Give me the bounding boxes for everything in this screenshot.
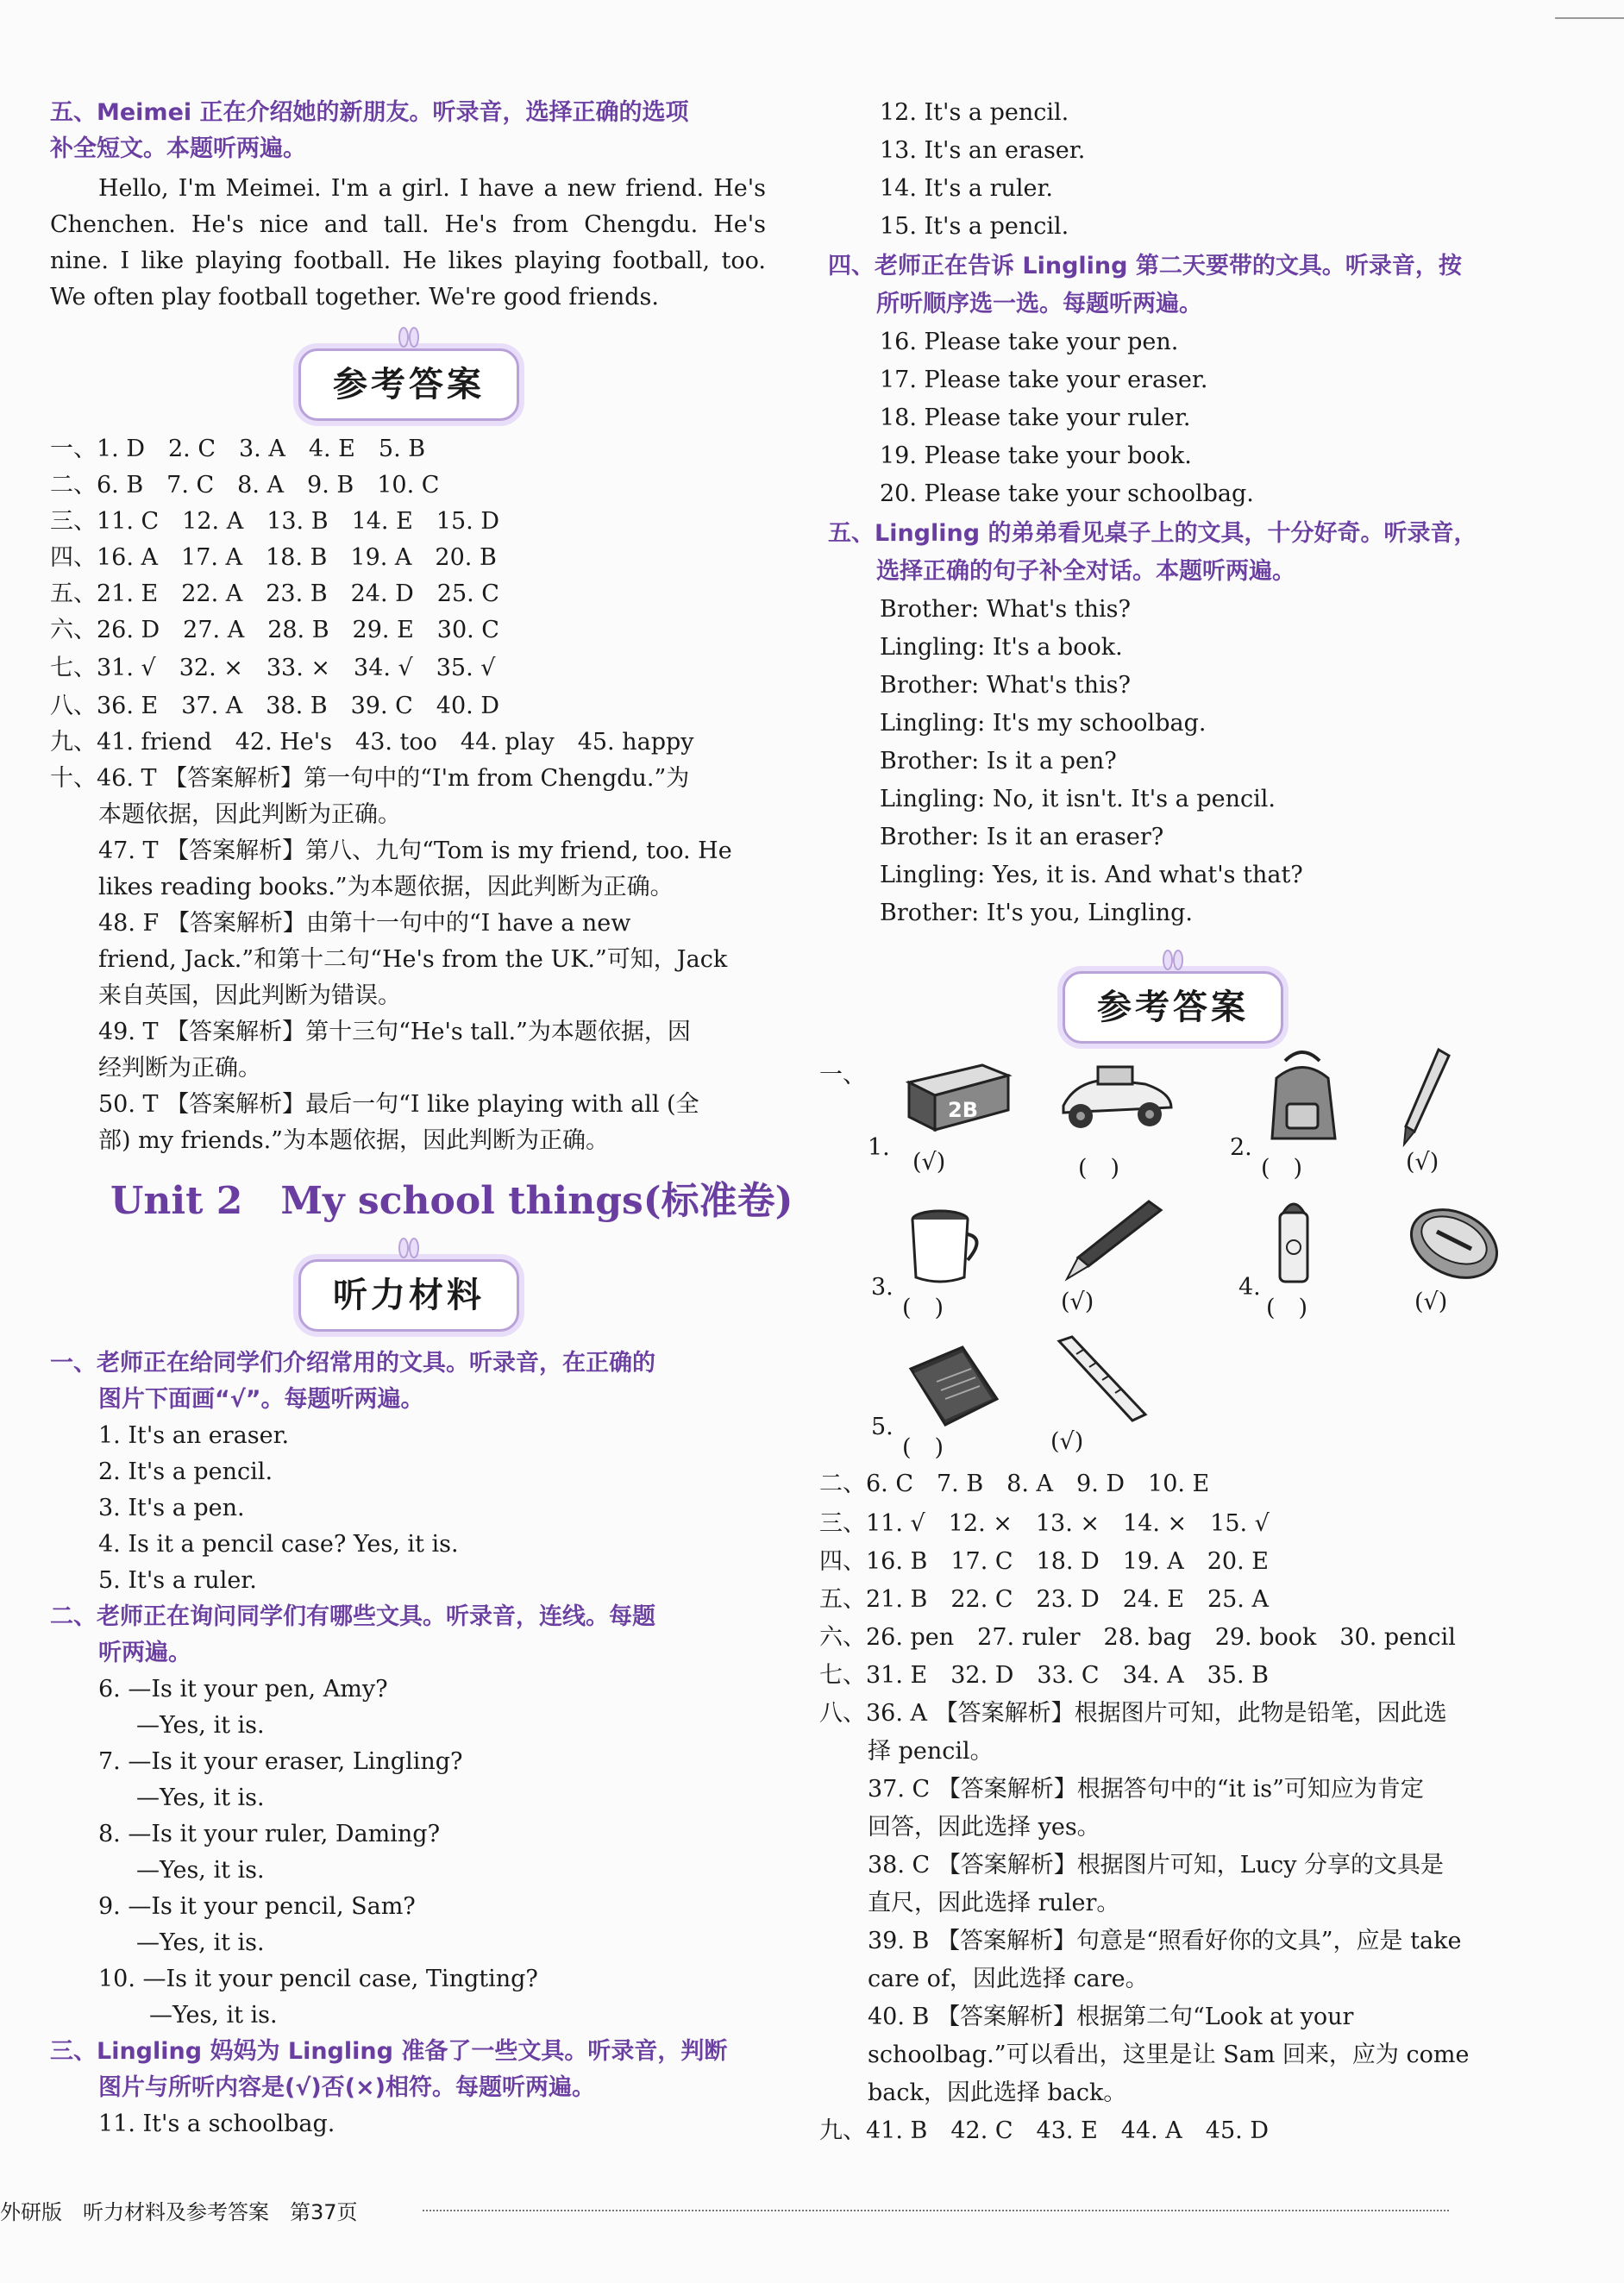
list-item: 16. Please take your pen.	[880, 329, 1179, 355]
answers-badge	[298, 348, 519, 421]
explanation-line: 本题依据，因此判断为正确。	[98, 801, 401, 828]
list-item: 8. —Is it your ruler, Daming?	[98, 1821, 441, 1847]
list-item: —Yes, it is.	[136, 1857, 265, 1884]
dialog-line: Lingling: Yes, it is. And what's that?	[880, 862, 1303, 888]
list-item: 18. Please take your ruler.	[880, 405, 1191, 431]
list-item: 4. Is it a pencil case? Yes, it is.	[98, 1531, 459, 1558]
answer-line: 八、36. E 37. A 38. B 39. C 40. D	[50, 693, 499, 719]
list-item: 3. It's a pen.	[98, 1495, 245, 1521]
list-item: 17. Please take your eraser.	[880, 367, 1208, 393]
glue-stick-picture	[1268, 1195, 1320, 1290]
answer-line: 九、41. friend 42. He's 43. too 44. play 45. happy	[50, 729, 694, 756]
pencil-case-icon	[1404, 1201, 1508, 1287]
explanation-line: 40. B 【答案解析】根据第二句“Look at your	[868, 2004, 1354, 2030]
check-mark: ( )	[902, 1434, 944, 1461]
list-item: 13. It's an eraser.	[880, 137, 1086, 164]
explanation-line: 经判断为正确。	[98, 1055, 261, 1082]
answer-line: 一、1. D 2. C 3. A 4. E 5. B	[50, 436, 426, 462]
section-title: 听两遍。	[98, 1640, 191, 1666]
section-title: 四、老师正在告诉 Lingling 第二天要带的文具。听录音，按	[828, 253, 1462, 279]
pic-number: 3.	[871, 1274, 894, 1301]
answer-line: 四、16. B 17. C 18. D 19. A 20. E	[819, 1548, 1269, 1575]
badge-text: 参考答案	[1097, 988, 1249, 1027]
explanation-line: 47. T 【答案解析】第八、九句“Tom is my friend, too. He	[98, 837, 732, 864]
badge-text: 参考答案	[333, 365, 485, 405]
section-title: 所听顺序选一选。每题听两遍。	[876, 291, 1202, 317]
check-mark: (√)	[1406, 1149, 1439, 1176]
section-title: 三、Lingling 妈妈为 Lingling 准备了一些文具。听录音，判断	[50, 2038, 728, 2065]
dialog-line: Brother: Is it a pen?	[880, 748, 1117, 775]
list-item: 19. Please take your book.	[880, 442, 1192, 469]
list-item: 10. —Is it your pencil case, Tingting?	[98, 1966, 538, 1992]
pic-number: 1.	[868, 1134, 890, 1161]
pen-icon	[1054, 1197, 1166, 1283]
list-item: —Yes, it is.	[136, 1784, 265, 1811]
explanation-line: 十、46. T 【答案解析】第一句中的“I'm from Chengdu.”为	[50, 765, 690, 792]
footer-dotted-rule	[423, 2210, 1449, 2211]
pencil-picture	[1395, 1045, 1456, 1149]
explanation-line: 择 pencil。	[868, 1738, 994, 1765]
svg-text:2B: 2B	[948, 1098, 978, 1122]
list-item: 20. Please take your schoolbag.	[880, 480, 1254, 507]
explanation-line: 49. T 【答案解析】第十三句“He's tall.”为本题依据，因	[98, 1019, 691, 1045]
explanation-line: 37. C 【答案解析】根据答句中的“it is”可知应为肯定	[868, 1776, 1424, 1803]
passage: Hello, I'm Meimei. I'm a girl. I have a new friend. He's Chenchen. He's nice and tall. He's from Chengdu. He's nine. I like playing football. He likes playing football, too. We often play football together. We're good friends.	[50, 175, 766, 310]
schoolbag-picture	[1259, 1044, 1345, 1147]
answer-line: 五、21. E 22. A 23. B 24. D 25. C	[50, 580, 499, 607]
explanation-line: 部) my friends.”为本题依据，因此判断为正确。	[98, 1127, 609, 1154]
pic-number: 5.	[871, 1414, 894, 1440]
pic-number: 4.	[1238, 1274, 1261, 1301]
list-item: —Yes, it is.	[149, 2002, 278, 2029]
answer-line: 五、21. B 22. C 23. D 24. E 25. A	[819, 1586, 1269, 1613]
explanation-line: schoolbag.”可以看出，这里是让 Sam 回来，应为 come	[868, 2042, 1470, 2068]
answer-line: 六、26. D 27. A 28. B 29. E 30. C	[50, 617, 499, 643]
glue-stick-icon	[1268, 1195, 1320, 1290]
check-mark: (√)	[912, 1149, 946, 1176]
section-title: 二、老师正在询问同学们有哪些文具。听录音，连线。每题	[50, 1603, 655, 1630]
list-item: 7. —Is it your eraser, Lingling?	[98, 1748, 463, 1775]
explanation-line: care of，因此选择 care。	[868, 1966, 1149, 1992]
section-title: 五、Lingling 的弟弟看见桌子上的文具，十分好奇。听录音，	[828, 520, 1477, 547]
pic-number: 2.	[1230, 1134, 1252, 1161]
answer-line: 三、11. C 12. A 13. B 14. E 15. D	[50, 508, 499, 535]
list-item: 2. It's a pencil.	[98, 1458, 273, 1485]
answer-line: 七、31. √ 32. × 33. × 34. √ 35. √	[50, 655, 496, 681]
answer-line: 二、6. C 7. B 8. A 9. D 10. E	[819, 1471, 1210, 1497]
explanation-line: 38. C 【答案解析】根据图片可知，Lucy 分享的文具是	[868, 1852, 1445, 1878]
cup-icon	[904, 1204, 990, 1290]
list-item: —Yes, it is.	[136, 1712, 265, 1739]
section-title: 图片下面画“√”。每题听两遍。	[98, 1386, 424, 1413]
section-title: 补全短文。本题听两遍。	[50, 135, 306, 162]
cup-picture	[904, 1204, 990, 1290]
badge-text: 听力材料	[333, 1276, 485, 1315]
dialog-line: Brother: It's you, Lingling.	[880, 900, 1194, 926]
answer-line: 二、6. B 7. C 8. A 9. B 10. C	[50, 472, 440, 499]
answers-badge	[1063, 971, 1283, 1044]
check-mark: ( )	[1078, 1155, 1120, 1182]
list-item: 14. It's a ruler.	[880, 175, 1054, 202]
explanation-line: 八、36. A 【答案解析】根据图片可知，此物是铅笔，因此选	[819, 1700, 1447, 1727]
pencil-case-picture	[1404, 1201, 1508, 1287]
list-item: 12. It's a pencil.	[880, 99, 1069, 126]
dialog-line: Brother: What's this?	[880, 672, 1131, 699]
answer-line: 九、41. B 42. C 43. E 44. A 45. D	[819, 2117, 1269, 2144]
explanation-line: 39. B 【答案解析】句意是“照看好你的文具”，应是 take	[868, 1928, 1462, 1954]
dialog-line: Brother: Is it an eraser?	[880, 824, 1164, 850]
explanation-line: friend, Jack.”和第十二句“He's from the UK.”可知，Jack	[98, 946, 728, 973]
check-mark: (√)	[1061, 1289, 1094, 1315]
dialog-line: Brother: What's this?	[880, 596, 1131, 623]
dialog-line: Lingling: No, it isn't. It's a pencil.	[880, 786, 1276, 812]
page-footer: 外研版 听力材料及参考答案 第37页	[0, 2200, 358, 2224]
list-item: 15. It's a pencil.	[880, 213, 1069, 240]
answer-line: 七、31. E 32. D 33. C 34. A 35. B	[819, 1662, 1269, 1689]
pencil-icon	[1395, 1045, 1456, 1149]
explanation-line: 50. T 【答案解析】最后一句“I like playing with all (全	[98, 1091, 699, 1118]
list-item: 9. —Is it your pencil, Sam?	[98, 1893, 416, 1920]
answer-line: 六、26. pen 27. ruler 28. bag 29. book 30. pencil	[819, 1624, 1456, 1651]
unit-title: Unit 2 My school things(标准卷)	[110, 1179, 793, 1223]
explanation-line: likes reading books.”为本题依据，因此判断为正确。	[98, 874, 674, 900]
check-mark: ( )	[1261, 1155, 1303, 1182]
explanation-line: 来自英国，因此判断为错误。	[98, 982, 401, 1009]
bunny-ears-icon	[395, 1238, 423, 1262]
section-title: 一、老师正在给同学们介绍常用的文具。听录音，在正确的	[50, 1350, 655, 1377]
eraser-picture	[900, 1048, 1013, 1143]
toy-car-icon	[1050, 1054, 1180, 1140]
answer-line: 三、11. √ 12. × 13. × 14. × 15. √	[819, 1510, 1270, 1537]
question-label: 一、	[819, 1062, 866, 1088]
section-title: 五、Meimei 正在介绍她的新朋友。听录音，选择正确的选项	[50, 99, 689, 126]
listening-badge	[298, 1259, 519, 1332]
check-mark: ( )	[1266, 1295, 1308, 1321]
section-title: 选择正确的句子补全对话。本题听两遍。	[876, 558, 1295, 585]
explanation-line: 48. F 【答案解析】由第十一句中的“I have a new	[98, 910, 631, 937]
section-title: 图片与所听内容是(√)否(×)相符。每题听两遍。	[98, 2074, 595, 2101]
top-rule	[1555, 17, 1624, 19]
list-item: 6. —Is it your pen, Amy?	[98, 1676, 388, 1703]
notebook-icon	[902, 1339, 1006, 1433]
answer-line: 四、16. A 17. A 18. B 19. A 20. B	[50, 544, 497, 571]
list-item: 5. It's a ruler.	[98, 1567, 257, 1594]
list-item: 11. It's a schoolbag.	[98, 2111, 335, 2137]
ruler-picture	[1050, 1333, 1154, 1427]
bunny-ears-icon	[1159, 950, 1187, 974]
dialog-line: Lingling: It's a book.	[880, 634, 1123, 661]
notebook-picture	[902, 1339, 1006, 1433]
eraser-icon	[900, 1048, 1013, 1143]
list-item: 1. It's an eraser.	[98, 1422, 290, 1449]
bunny-ears-icon	[395, 327, 423, 351]
explanation-line: 回答，因此选择 yes。	[868, 1814, 1100, 1841]
dialog-line: Lingling: It's my schoolbag.	[880, 710, 1207, 737]
explanation-line: back，因此选择 back。	[868, 2079, 1127, 2106]
toy-car-picture	[1050, 1054, 1180, 1140]
schoolbag-icon	[1259, 1044, 1345, 1147]
list-item: —Yes, it is.	[136, 1929, 265, 1956]
pen-picture	[1054, 1197, 1166, 1283]
check-mark: (√)	[1050, 1428, 1084, 1455]
check-mark: ( )	[902, 1295, 944, 1321]
explanation-line: 直尺，因此选择 ruler。	[868, 1890, 1120, 1916]
ruler-icon	[1050, 1333, 1154, 1427]
check-mark: (√)	[1414, 1289, 1448, 1315]
